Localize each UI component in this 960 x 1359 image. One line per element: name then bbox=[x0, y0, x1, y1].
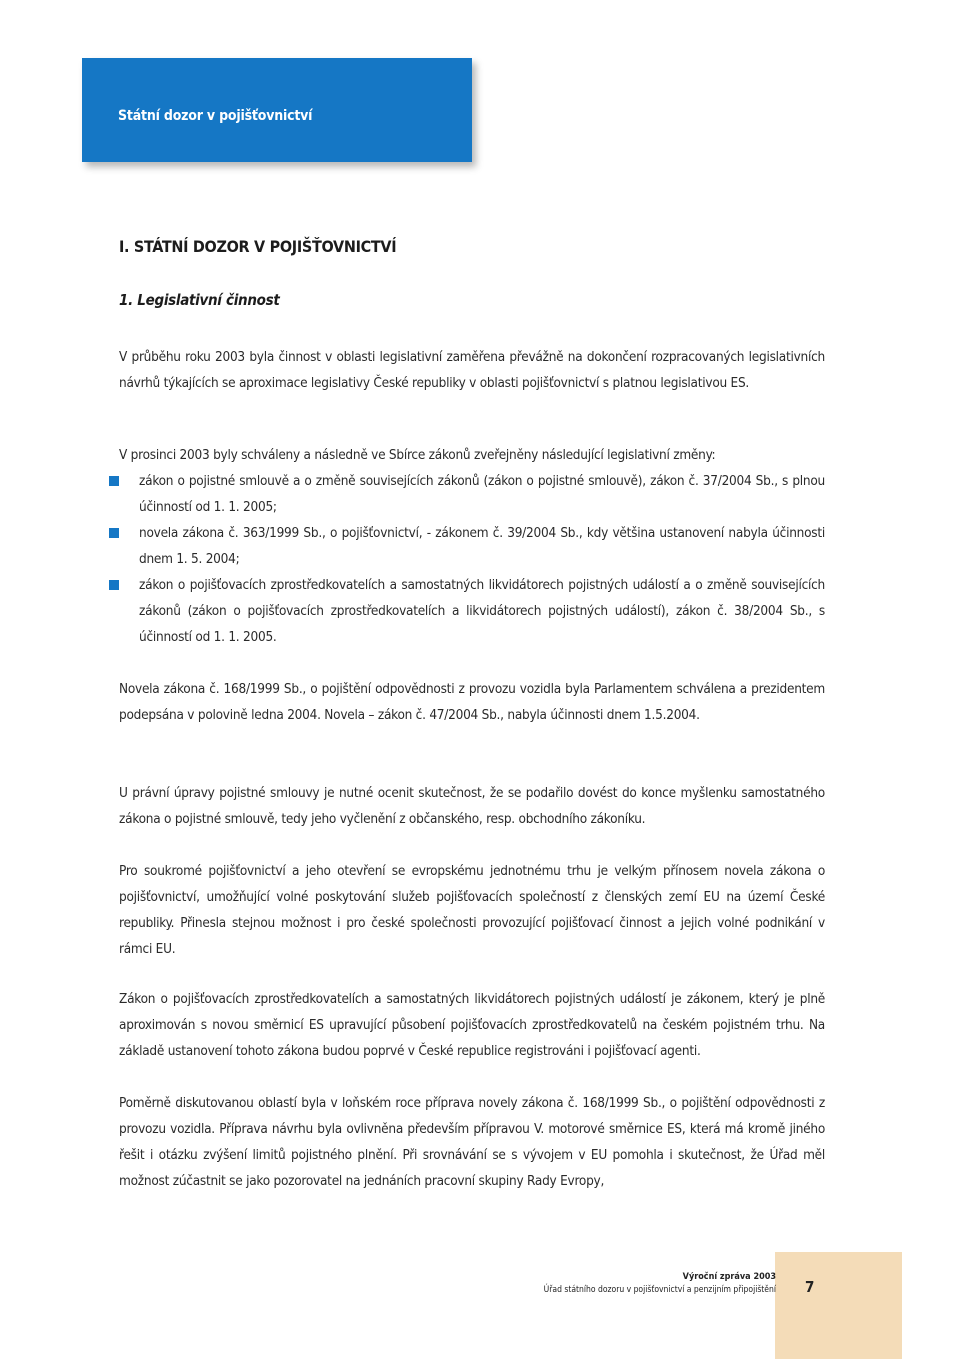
list-item bbox=[109, 572, 825, 650]
chapter-title: I. STÁTNÍ DOZOR V POJIŠŤOVNICTVÍ bbox=[119, 237, 397, 256]
footer-office-name: Úřad státního dozoru v pojišťovnictví a penzijním připojištění bbox=[543, 1285, 776, 1295]
paragraph-changes-intro: V prosinci 2003 byly schváleny a následně ve Sbírce zákonů zveřejněny následující legislativní změny: bbox=[119, 447, 716, 463]
footer-report-title: Výroční zpráva 2003 bbox=[682, 1272, 776, 1282]
square-bullet-icon bbox=[109, 528, 119, 538]
list-item bbox=[109, 468, 825, 520]
paragraph-3: Novela zákona č. 168/1999 Sb., o pojištění odpovědnosti z provozu vozidla byla Parlamentem schválena a prezidentem podepsána v polovině ledna 2004. Novela – zákon č. 47/2004 Sb., nabyla účinnosti dnem 1.5.2004. bbox=[119, 681, 825, 723]
paragraph-6: Zákon o pojišťovacích zprostředkovatelích a samostatných likvidátorech pojistných událostí je zákonem, který je plně aproximován s novou směrnicí ES upravující působení pojišťovacích zprostředkovatelů na českém pojistném trhu. Na základě ustanovení tohoto zákona budou poprvé v České republice registrováni i pojišťovací agenti. bbox=[119, 991, 825, 1059]
list-item-text: zákon o pojišťovacích zprostředkovatelích a samostatných likvidátorech pojistných událostí a o změně souvisejících zákonů (zákon o pojišťovacích zprostředkovatelích a likvidátorech pojistných událostí), zákon č. 38/2004 Sb., s účinností od 1. 1. 2005. bbox=[139, 577, 825, 645]
square-bullet-icon bbox=[109, 476, 119, 486]
paragraph-1: V průběhu roku 2003 byla činnost v oblasti legislativní zaměřena převážně na dokončení rozpracovaných legislativních návrhů týkajících se aproximace legislativy České republiky v oblasti pojišťovnictví s platnou legislativou ES. bbox=[119, 349, 825, 391]
paragraph-5: Pro soukromé pojišťovnictví a jeho otevření se evropskému jednotnému trhu je velkým přínosem novela zákona o pojišťovnictví, umožňující volné poskytování služeb pojišťovacích společností z členských zemí EU na území České republiky. Přinesla stejnou možnost i pro české společnosti provozující pojišťovací činnost a jejich volné podnikání v rámci EU. bbox=[119, 863, 825, 957]
page-number: 7 bbox=[805, 1278, 815, 1296]
square-bullet-icon bbox=[109, 580, 119, 590]
legislative-changes-list bbox=[109, 468, 825, 650]
list-item-text: novela zákona č. 363/1999 Sb., o pojišťovnictví, - zákonem č. 39/2004 Sb., kdy většina ustanovení nabyla účinnosti dnem 1. 5. 2004; bbox=[139, 525, 825, 567]
section-title: 1. Legislativní činnost bbox=[119, 291, 280, 309]
header-title: Státní dozor v pojišťovnictví bbox=[118, 108, 313, 124]
paragraph-4: U právní úpravy pojistné smlouvy je nutné ocenit skutečnost, že se podařilo dovést do konce myšlenku samostatného zákona o pojistné smlouvě, tedy jeho vyčlenění z občanského, resp. obchodního zákoníku. bbox=[119, 785, 825, 827]
footer-color-box bbox=[775, 1252, 902, 1359]
paragraph-7: Poměrně diskutovanou oblastí byla v loňském roce příprava novely zákona č. 168/1999 Sb., o pojištění odpovědnosti z provozu vozidla. Příprava návrhu byla ovlivněna především přípravou V. motorové směrnice ES, která má kromě jiného řešit i otázku zvýšení limitů pojistného plnění. Při srovnávání se s vývojem v EU pomohla i skutečnost, že Úřad měl možnost zúčastnit se jako pozorovatel na jednáních pracovní skupiny Rady Evropy, bbox=[119, 1095, 825, 1189]
list-item bbox=[109, 520, 825, 572]
list-item-text: zákon o pojistné smlouvě a o změně souvisejících zákonů (zákon o pojistné smlouvě), zákon č. 37/2004 Sb., s plnou účinností od 1. 1. 2005; bbox=[139, 473, 825, 515]
header-band bbox=[82, 58, 472, 162]
